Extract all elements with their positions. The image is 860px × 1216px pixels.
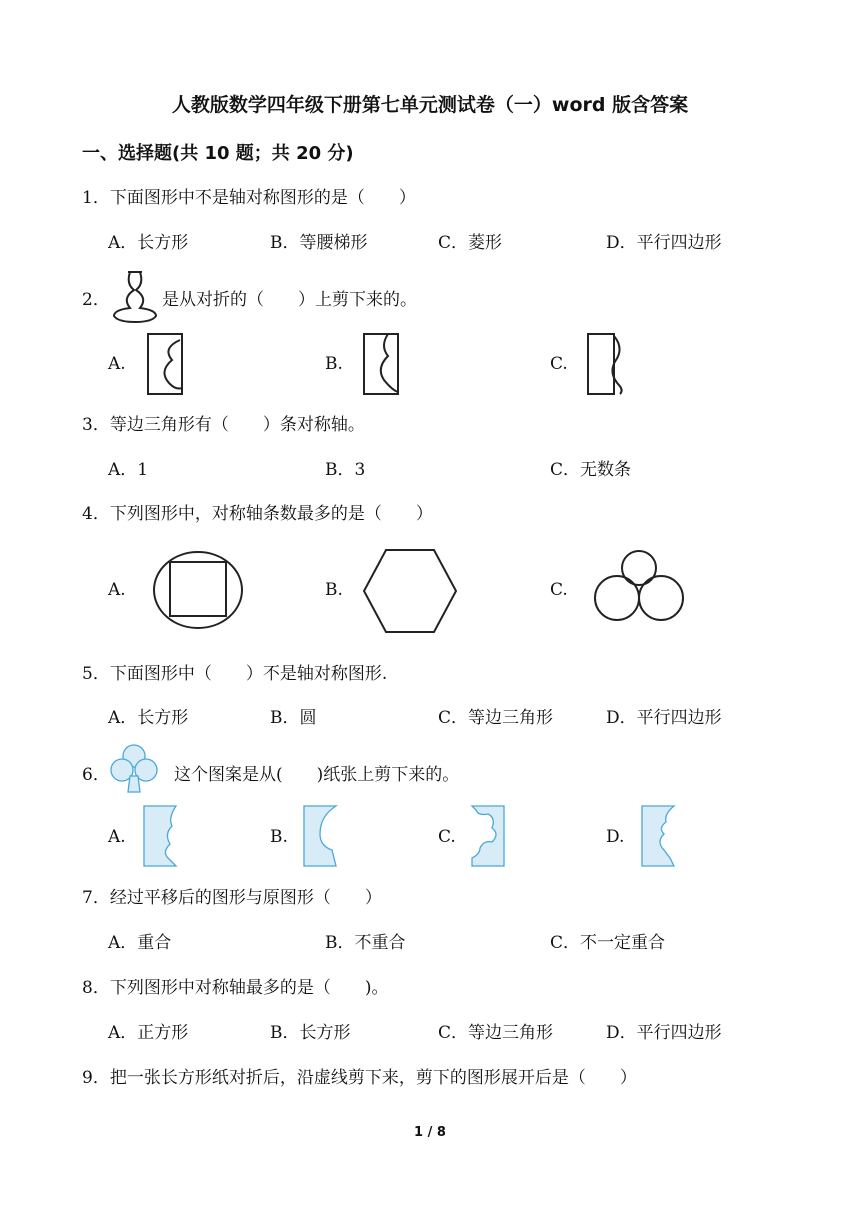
section-heading: 一、选择题(共 10 题；共 20 分) [82,143,354,164]
q8-option-a: A．正方形 [108,1023,189,1043]
q6-option-a: A. [108,827,126,847]
question-2: 是从对折的（ ）上剪下来的。 [162,290,417,310]
question-9: 9．把一张长方形纸对折后，沿虚线剪下来，剪下的图形展开后是（ ） [82,1068,637,1088]
q6-option-d-figure [640,804,678,868]
q8-option-c: C．等边三角形 [438,1023,554,1043]
q5-option-c: C．等边三角形 [438,708,554,728]
club-pattern-figure [110,742,158,794]
q4-circle-with-rectangle-figure [150,548,246,632]
question-6: 这个图案是从( )纸张上剪下来的。 [174,765,460,785]
q6-option-c-figure [470,804,508,868]
q6-option-a-figure [142,804,180,868]
question-3: 3．等边三角形有（ ）条对称轴。 [82,415,365,435]
q7-option-a: A．重合 [108,933,172,953]
q7-option-c: C．不一定重合 [550,933,666,953]
vase-shape-figure [108,268,162,324]
q6-option-d: D. [606,827,625,847]
q8-option-d: D．平行四边形 [606,1023,722,1043]
q3-option-a: A．1 [108,460,149,480]
q4-hexagon-figure [360,546,458,636]
q1-option-a: A．长方形 [108,233,189,253]
q2-option-c: C. [550,354,568,374]
q2-option-c-figure [584,330,630,398]
q2-option-a-figure [142,330,188,398]
q6-option-c: C. [438,827,456,847]
q6-option-b-figure [302,804,340,868]
q5-option-a: A．长方形 [108,708,189,728]
q6-option-b: B. [270,827,288,847]
q2-option-b: B. [325,354,343,374]
q8-option-b: B．长方形 [270,1023,351,1043]
q1-option-c: C．菱形 [438,233,503,253]
q7-option-b: B．不重合 [325,933,406,953]
q1-option-b: B．等腰梯形 [270,233,368,253]
q4-three-circles-figure [592,548,686,622]
q3-option-b: B．3 [325,460,366,480]
question-4: 4．下列图形中，对称轴条数最多的是（ ） [82,504,433,524]
page-number: 1 / 8 [414,1125,446,1140]
q1-option-d: D．平行四边形 [606,233,722,253]
question-6-number: 6． [82,765,110,785]
question-5: 5．下面图形中（ ）不是轴对称图形. [82,664,388,684]
question-8: 8．下列图形中对称轴最多的是（ )。 [82,978,389,998]
question-1: 1．下面图形中不是轴对称图形的是（ ） [82,188,416,208]
q4-option-a: A. [108,580,126,600]
question-7: 7．经过平移后的图形与原图形（ ） [82,888,382,908]
q5-option-d: D．平行四边形 [606,708,722,728]
document-title: 人教版数学四年级下册第七单元测试卷（一）word 版含答案 [171,94,689,116]
q2-option-a: A. [108,354,126,374]
q4-option-c: C. [550,580,568,600]
q3-option-c: C．无数条 [550,460,632,480]
question-2-number: 2． [82,290,110,310]
q4-option-b: B. [325,580,343,600]
q5-option-b: B．圆 [270,708,317,728]
q2-option-b-figure [358,330,404,398]
